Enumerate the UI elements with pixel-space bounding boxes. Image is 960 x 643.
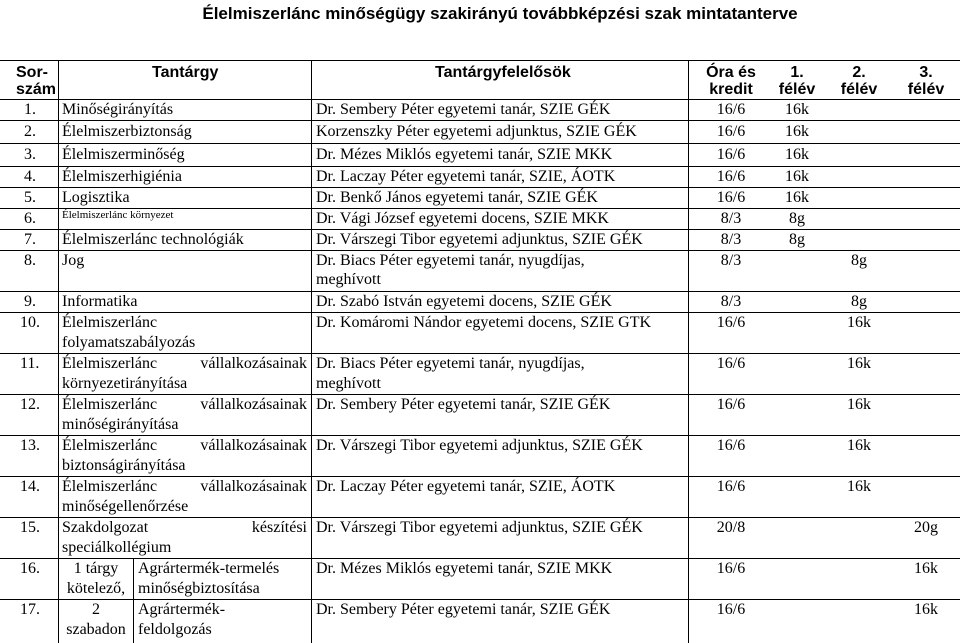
semester2-cell: 16k xyxy=(847,355,871,372)
hours-cell: 16/6 xyxy=(716,601,746,618)
column-divider xyxy=(58,60,59,643)
semester1-cell: 8g xyxy=(789,231,805,248)
subject-word: vállalkozásainak xyxy=(200,437,307,454)
subject-cell-line2: minőségellenőrzése xyxy=(62,498,189,515)
subject-cell-line2: feldolgozás xyxy=(138,621,212,638)
header-tantargy: Tantárgy xyxy=(152,64,219,81)
subject-word: vállalkozásainak xyxy=(200,478,307,495)
hours-cell: 16/6 xyxy=(716,189,746,206)
teacher-cell: Dr. Biacs Péter egyetemi tanár, nyugdíjas, xyxy=(316,252,585,269)
subject-cell-line2: speciálkollégium xyxy=(62,539,172,556)
row-number: 6. xyxy=(24,210,36,227)
teacher-cell: Dr. Laczay Péter egyetemi tanár, SZIE, ÁOTK xyxy=(316,168,616,185)
header-felev1-line1: 1. xyxy=(790,64,804,81)
subject-word: Élelmiszerlánc xyxy=(62,355,158,372)
teacher-cell: Dr. Szabó István egyetemi docens, SZIE GÉK xyxy=(316,293,612,310)
header-ora-line1: Óra és xyxy=(706,64,756,81)
header-felev-2 xyxy=(832,64,886,98)
teacher-cell: Dr. Mézes Miklós egyetemi tanár, SZIE MKK xyxy=(316,560,613,577)
header-ora-kredit xyxy=(700,64,762,98)
subject-cell-line2: folyamatszabályozás xyxy=(62,334,196,351)
subject-cell: Élelmiszerlánc környezet xyxy=(62,209,174,221)
column-divider xyxy=(688,60,689,643)
hours-cell: 16/6 xyxy=(716,355,746,372)
hours-cell: 20/8 xyxy=(716,519,746,536)
header-felev2-line1: 2. xyxy=(852,64,866,81)
subject-cell xyxy=(62,436,307,456)
subject-word: készítési xyxy=(251,519,307,536)
subject-cell-line2: biztonságirányítása xyxy=(62,457,186,474)
row-number: 5. xyxy=(24,189,36,206)
subject-word: Élelmiszerlánc xyxy=(62,437,158,454)
subject-word: Élelmiszerlánc xyxy=(62,396,158,413)
semester1-cell: 16k xyxy=(785,101,809,118)
subject-cell xyxy=(62,477,307,497)
row-divider xyxy=(0,143,960,144)
subject-cell: Élelmiszerlánc technológiák xyxy=(62,231,244,248)
semester2-cell: 8g xyxy=(851,293,867,310)
teacher-cell: Dr. Laczay Péter egyetemi tanár, SZIE, ÁOTK xyxy=(316,478,616,495)
row-number: 9. xyxy=(24,293,36,310)
hours-cell: 16/6 xyxy=(716,314,746,331)
hours-cell: 8/3 xyxy=(720,293,742,310)
header-sorszam-line2: szám xyxy=(16,81,57,98)
teacher-cell: Dr. Sembery Péter egyetemi tanár, SZIE GÉK xyxy=(316,101,611,118)
subject-cell xyxy=(62,518,307,538)
header-felev-1 xyxy=(770,64,824,98)
teacher-cell: Dr. Sembery Péter egyetemi tanár, SZIE GÉK xyxy=(316,601,611,618)
semester3-cell: 16k xyxy=(914,560,938,577)
row-number: 14. xyxy=(20,478,40,495)
row-number: 8. xyxy=(24,252,36,269)
hours-cell: 8/3 xyxy=(720,252,742,269)
teacher-cell: Dr. Várszegi Tibor egyetemi adjunktus, SZIE GÉK xyxy=(316,231,643,248)
teacher-cell-line2: meghívott xyxy=(316,271,381,288)
elective-group-divider xyxy=(133,558,134,643)
teacher-cell: Dr. Vági József egyetemi docens, SZIE MKK xyxy=(316,210,609,227)
hours-cell: 16/6 xyxy=(716,396,746,413)
row-number: 16. xyxy=(20,560,40,577)
header-felev-3 xyxy=(896,64,956,98)
semester1-cell: 16k xyxy=(785,123,809,140)
subject-cell xyxy=(62,354,307,374)
hours-cell: 16/6 xyxy=(716,168,746,185)
row-number: 11. xyxy=(20,355,40,372)
row-number: 3. xyxy=(24,146,36,163)
subject-cell: Élelmiszerminőség xyxy=(62,146,185,163)
semester2-cell: 16k xyxy=(847,396,871,413)
semester2-cell: 16k xyxy=(847,437,871,454)
subject-word: Szakdolgozat xyxy=(62,519,149,536)
header-ora-line2: kredit xyxy=(709,81,753,98)
subject-word: Élelmiszerlánc xyxy=(62,478,158,495)
subject-word: vállalkozásainak xyxy=(200,396,307,413)
subject-cell: Logisztika xyxy=(62,189,130,206)
semester1-cell: 16k xyxy=(785,168,809,185)
subject-cell-line2: környezetirányítása xyxy=(62,375,188,392)
row-number: 2. xyxy=(24,123,36,140)
elective-group-line1: 2 xyxy=(92,601,100,618)
header-felev1-line2: félév xyxy=(778,81,816,98)
hours-cell: 16/6 xyxy=(716,560,746,577)
row-number: 1. xyxy=(24,101,36,118)
teacher-cell: Dr. Sembery Péter egyetemi tanár, SZIE GÉK xyxy=(316,396,611,413)
page-title: Élelmiszerlánc minőségügy szakirányú továbbképzési szak mintatanterve xyxy=(202,4,798,23)
semester2-cell: 16k xyxy=(847,314,871,331)
semester2-cell: 8g xyxy=(851,252,867,269)
table-top-border xyxy=(0,60,960,61)
row-number: 12. xyxy=(20,396,40,413)
subject-cell: Agrártermék- xyxy=(138,601,226,618)
header-felev3-line2: félév xyxy=(907,81,945,98)
elective-group-line1: 1 tárgy xyxy=(73,560,119,577)
hours-cell: 16/6 xyxy=(716,123,746,140)
subject-cell: Élelmiszerhigiénia xyxy=(62,168,182,185)
teacher-cell: Dr. Biacs Péter egyetemi tanár, nyugdíjas, xyxy=(316,355,585,372)
subject-cell: Agrártermék-termelés xyxy=(138,560,280,577)
subject-cell: Minőségirányítás xyxy=(62,101,174,118)
teacher-cell-line2: meghívott xyxy=(316,375,381,392)
subject-cell: Élelmiszerbiztonság xyxy=(62,123,192,140)
hours-cell: 16/6 xyxy=(716,437,746,454)
header-felelos: Tantárgyfelelősök xyxy=(435,64,571,81)
hours-cell: 8/3 xyxy=(720,231,742,248)
header-sorszam-line1: Sor- xyxy=(16,64,48,81)
row-number: 4. xyxy=(24,168,36,185)
semester3-cell: 20g xyxy=(914,519,938,536)
hours-cell: 8/3 xyxy=(720,210,742,227)
subject-cell: Élelmiszerlánc xyxy=(62,314,158,331)
row-number: 17. xyxy=(20,601,40,618)
subject-cell-line2: minőségbiztosítása xyxy=(138,580,260,597)
header-felev3-line1: 3. xyxy=(919,64,933,81)
elective-group-line2: kötelező, xyxy=(66,580,126,597)
teacher-cell: Dr. Komáromi Nándor egyetemi docens, SZIE GTK xyxy=(316,314,652,331)
header-sorszam xyxy=(16,64,56,98)
subject-cell: Jog xyxy=(62,252,85,269)
hours-cell: 16/6 xyxy=(716,101,746,118)
subject-cell-line2: minőségirányítása xyxy=(62,416,179,433)
subject-word: vállalkozásainak xyxy=(200,355,307,372)
semester3-cell: 16k xyxy=(914,601,938,618)
subject-cell: Informatika xyxy=(62,293,138,310)
teacher-cell: Dr. Várszegi Tibor egyetemi adjunktus, SZIE GÉK xyxy=(316,519,643,536)
hours-cell: 16/6 xyxy=(716,478,746,495)
teacher-cell: Dr. Mézes Miklós egyetemi tanár, SZIE MKK xyxy=(316,146,613,163)
row-divider xyxy=(0,120,960,121)
semester1-cell: 16k xyxy=(785,146,809,163)
teacher-cell: Korzenszky Péter egyetemi adjunktus, SZIE GÉK xyxy=(316,123,637,140)
row-number: 13. xyxy=(20,437,40,454)
row-number: 15. xyxy=(20,519,40,536)
hours-cell: 16/6 xyxy=(716,146,746,163)
semester1-cell: 16k xyxy=(785,189,809,206)
header-felev2-line2: félév xyxy=(840,81,878,98)
column-divider xyxy=(311,60,312,643)
semester1-cell: 8g xyxy=(789,210,805,227)
row-number: 10. xyxy=(20,314,40,331)
elective-group-line2: szabadon xyxy=(66,621,126,638)
semester2-cell: 16k xyxy=(847,478,871,495)
subject-cell xyxy=(62,395,307,415)
row-number: 7. xyxy=(24,231,36,248)
teacher-cell: Dr. Benkő János egyetemi tanár, SZIE GÉK xyxy=(316,189,598,206)
teacher-cell: Dr. Várszegi Tibor egyetemi adjunktus, SZIE GÉK xyxy=(316,437,643,454)
